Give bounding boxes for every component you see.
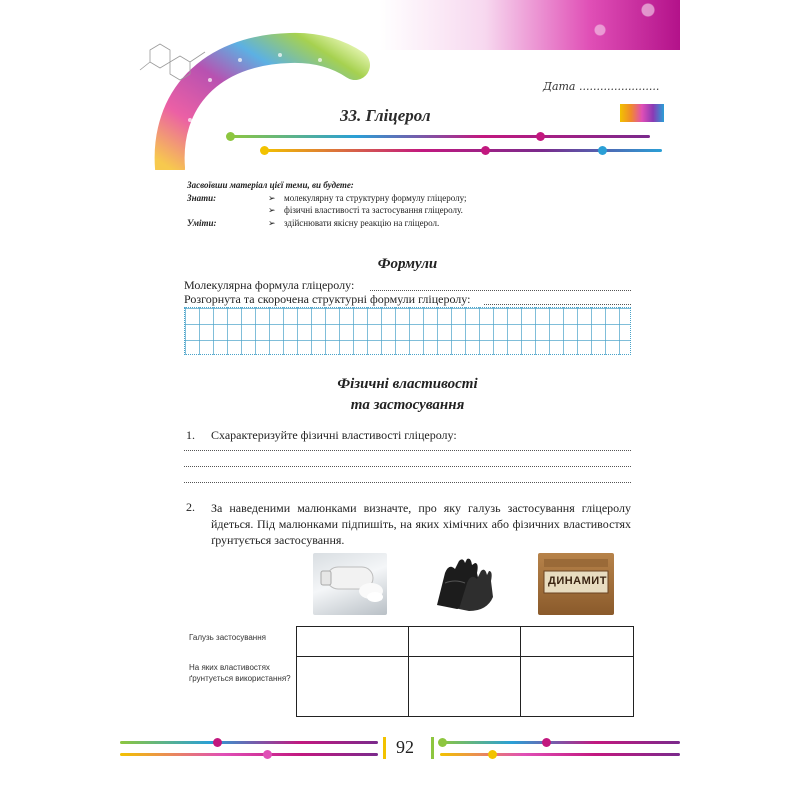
line-dot <box>598 146 607 155</box>
header-hex-pattern <box>520 0 680 50</box>
table-cell[interactable] <box>408 657 521 717</box>
dynamite-label: ДИНАМИТ <box>548 575 607 587</box>
rainbow-arc-decoration <box>130 20 370 170</box>
page-number: 92 <box>396 737 414 757</box>
molecular-formula-label: Молекулярна формула гліцеролу: <box>184 278 355 292</box>
table-cell[interactable] <box>521 627 634 657</box>
objectives-intro: Засвоївши матеріал цієї теми, ви будете: <box>187 180 354 190</box>
footer-line-right-2 <box>440 753 680 756</box>
structural-formula-field[interactable] <box>484 304 631 305</box>
molecular-formula-field[interactable] <box>370 290 631 291</box>
line-dot <box>213 738 222 747</box>
footer-line-right-1 <box>440 741 680 744</box>
title-color-bar <box>620 104 664 122</box>
line-dot <box>536 132 545 141</box>
table-row2-label: На яких властивостях ґрунтується використання? <box>189 663 291 683</box>
answers-table <box>296 626 634 717</box>
line-dot <box>226 132 235 141</box>
formulas-heading: Формули <box>377 256 438 272</box>
table-cell[interactable] <box>297 627 409 657</box>
bullet-icon: ➢ <box>268 193 276 203</box>
line-dot <box>488 750 497 759</box>
bullet-icon: ➢ <box>268 205 276 215</box>
question-2-text: За наведеними малюнками визначте, про яку галузь застосування гліцеролу йдеться. Під малюнками підпишіть, на яких хімічних або фізичних властивостях ґрунтується застосування. <box>211 501 631 547</box>
answer-line[interactable] <box>184 450 631 451</box>
know-item: молекулярну та структурну формулу гліцеролу; <box>284 193 467 203</box>
footer-bar-right <box>431 737 434 759</box>
line-dot <box>438 738 447 747</box>
cream-tube-icon <box>313 553 387 615</box>
footer-bar-left <box>383 737 386 759</box>
line-dot <box>263 750 272 759</box>
can-label: Уміти: <box>187 218 217 228</box>
question-1-text: Схарактеризуйте фізичні властивості гліцеролу: <box>211 428 457 442</box>
table-row1-label: Галузь застосування <box>189 633 266 642</box>
line-dot <box>481 146 490 155</box>
answer-line[interactable] <box>184 466 631 467</box>
question-number: 2. <box>186 500 195 514</box>
dynamite-box-icon <box>538 553 614 615</box>
answer-line[interactable] <box>184 482 631 483</box>
structural-formula-label: Розгорнута та скорочена структурні формули гліцеролу: <box>184 292 471 306</box>
line-dot <box>542 738 551 747</box>
bullet-icon: ➢ <box>268 218 276 228</box>
physical-heading-line1: Фізичні властивості <box>337 376 478 392</box>
footer-line-left-1 <box>120 741 378 744</box>
table-cell[interactable] <box>408 627 521 657</box>
page-title: 33. Гліцерол <box>340 106 431 125</box>
question-number: 1. <box>186 428 195 442</box>
know-label: Знати: <box>187 193 217 203</box>
date-label: Дата ....................... <box>543 80 660 93</box>
title-underline-1 <box>230 135 650 138</box>
can-item: здійснювати якісну реакцію на гліцерол. <box>284 218 440 228</box>
table-cell[interactable] <box>521 657 634 717</box>
line-dot <box>260 146 269 155</box>
physical-heading-line2: та застосування <box>350 397 465 413</box>
table-cell[interactable] <box>297 657 409 717</box>
formula-drawing-grid[interactable] <box>184 307 631 355</box>
leather-gloves-icon <box>425 553 499 615</box>
footer-line-left-2 <box>120 753 378 756</box>
know-item: фізичні властивості та застосування гліцеролу. <box>284 205 463 215</box>
